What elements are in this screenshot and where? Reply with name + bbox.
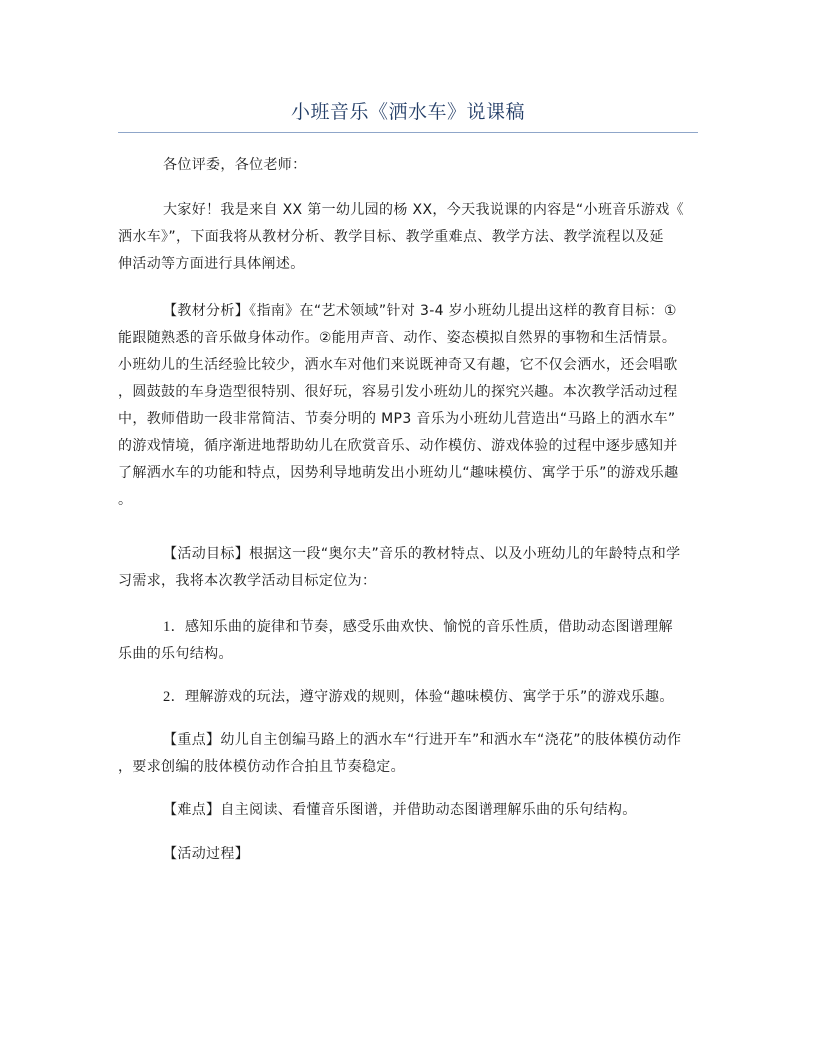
document-title: 小班音乐《洒水车》说课稿 — [290, 101, 525, 123]
intro-line: 大家好！我是来自 XX 第一幼儿园的杨 XX，今天我说课的内容是“小班音乐游戏《 — [163, 202, 684, 218]
goal-item-line — [163, 618, 741, 636]
section-heading: 【难点】 — [163, 802, 221, 818]
paragraph-line: 习需求，我将本次教学活动目标定位为： — [118, 573, 377, 589]
paragraph-text: 根据这一段“奥尔夫”音乐的教材特点、以及小班幼儿的年龄特点和学 — [249, 546, 681, 562]
paragraph-line: 了解洒水车的功能和特点，因势利导地萌发出小班幼儿“趣味模仿、寓学于乐”的游戏乐趣 — [118, 465, 679, 481]
goal-item-line: 乐曲的乐句结构。 — [118, 646, 233, 662]
paragraph-line: ，圆鼓鼓的车身造型很特别、很好玩，容易引发小班幼儿的探究兴趣。本次教学活动过程 — [118, 384, 678, 400]
paragraph-line: 。 — [118, 492, 133, 508]
difficulties-line — [163, 801, 741, 819]
section-heading: 【重点】 — [163, 732, 221, 748]
section-heading: 【活动目标】 — [163, 546, 250, 562]
goal-number: 2 — [163, 689, 171, 705]
goal-text: ．理解游戏的玩法，遵守游戏的规则，体验“趣味模仿、寓学于乐”的游戏乐趣。 — [170, 689, 674, 705]
key-points-first-line — [163, 731, 741, 749]
paragraph-line: ，要求创编的肢体模仿动作合拍且节奏稳定。 — [118, 759, 405, 775]
paragraph-line: 中，教师借助一段非常简洁、节奏分明的 MP3 音乐为小班幼儿营造出“马路上的洒水车” — [118, 411, 676, 427]
activity-process-heading: 【活动过程】 — [163, 846, 250, 862]
paragraph-line: 的游戏情境，循序渐进地帮助幼儿在欣赏音乐、动作模仿、游戏体验的过程中逐步感知并 — [118, 438, 678, 454]
title-divider — [118, 132, 698, 133]
goal-text: ．感知乐曲的旋律和节奏，感受乐曲欢快、愉悦的音乐性质，借助动态图谱理解 — [170, 619, 673, 635]
intro-line: 伸活动等方面进行具体阐述。 — [118, 256, 305, 272]
activity-goals-first-line — [163, 545, 741, 563]
goal-number: 1 — [163, 619, 171, 635]
paragraph-text: 《指南》在“艺术领域”针对 3-4 岁小班幼儿提出这样的教育目标：① — [249, 303, 677, 319]
paragraph-text: 自主阅读、看懂音乐图谱，并借助动态图谱理解乐曲的乐句结构。 — [220, 802, 637, 818]
salutation: 各位评委，各位老师： — [163, 157, 307, 173]
paragraph-text: 幼儿自主创编马路上的洒水车“行进开车”和洒水车“浇花”的肢体模仿动作 — [220, 732, 682, 748]
material-analysis-first-line — [163, 302, 741, 320]
intro-line: 洒水车》”，下面我将从教材分析、教学目标、教学重难点、教学方法、教学流程以及延 — [118, 229, 664, 245]
paragraph-line: 能跟随熟悉的音乐做身体动作。②能用声音、动作、姿态模拟自然界的事物和生活情景。 — [118, 330, 677, 346]
section-heading: 【教材分析】 — [163, 303, 250, 319]
goal-item-line — [163, 688, 741, 706]
paragraph-line: 小班幼儿的生活经验比较少，洒水车对他们来说既神奇又有趣，它不仅会洒水，还会唱歌 — [118, 357, 678, 373]
